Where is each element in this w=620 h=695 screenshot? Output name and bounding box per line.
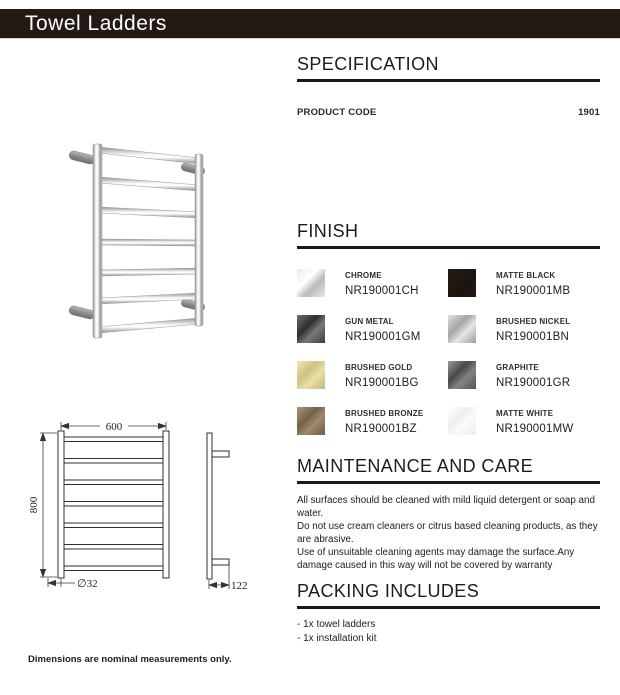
spec-column: [297, 53, 600, 653]
specification-section: [297, 53, 600, 82]
maintenance-paragraph: Use of unsuitable cleaning agents may damage the surface.Any damage caused in this way will not be covered by warranty: [297, 547, 575, 571]
finish-code: NR190001MB: [496, 285, 571, 297]
page-title: Towel Ladders: [25, 12, 167, 35]
dim-diameter-label: ∅32: [77, 578, 98, 590]
finish-name: MATTE BLACK: [496, 271, 556, 280]
dim-height-label: 800: [28, 496, 40, 514]
finish-rule: [297, 246, 600, 249]
finish-option-matte-white: [448, 407, 600, 435]
finish-code: NR190001MW: [496, 423, 574, 435]
packing-section: [297, 580, 600, 645]
dim-width-label: 600: [105, 421, 123, 433]
maintenance-text: [297, 494, 600, 572]
dimension-drawing: [28, 413, 260, 608]
finish-code: NR190001GM: [345, 331, 421, 343]
specification-heading: SPECIFICATION: [297, 54, 439, 74]
finish-option-brushed-nickel: [448, 315, 600, 343]
finish-swatch-brushed-gold: [297, 361, 325, 389]
dim-depth-label: 122: [231, 580, 248, 592]
finish-swatch-grid: [297, 269, 600, 435]
maintenance-paragraph: Do not use cream cleaners or citrus based cleaning products, as they are abrasive.: [297, 521, 598, 545]
packing-list-item: - 1x installation kit: [297, 632, 377, 644]
finish-code: NR190001GR: [496, 377, 571, 389]
dimension-drawing-side: [207, 433, 229, 579]
finish-name: GUN METAL: [345, 317, 394, 326]
dimension-lines-front: [40, 422, 166, 587]
finish-code: NR190001BZ: [345, 423, 417, 435]
finish-swatch-chrome: [297, 269, 325, 297]
finish-option-brushed-bronze: [297, 407, 448, 435]
maintenance-rule: [297, 481, 600, 484]
specification-rule: [297, 79, 600, 82]
product-code-label: PRODUCT CODE: [297, 107, 377, 118]
maintenance-heading: MAINTENANCE AND CARE: [297, 456, 534, 476]
finish-code: NR190001CH: [345, 285, 419, 297]
dimensions-footnote: Dimensions are nominal measurements only.: [28, 654, 232, 665]
finish-section: [297, 220, 600, 249]
packing-rule: [297, 606, 600, 609]
finish-heading: FINISH: [297, 221, 359, 241]
finish-swatch-brushed-bronze: [297, 407, 325, 435]
finish-swatch-brushed-nickel: [448, 315, 476, 343]
finish-name: BRUSHED BRONZE: [345, 409, 424, 418]
product-code-value: 1901: [578, 107, 600, 118]
finish-option-graphite: [448, 361, 600, 389]
packing-list-item: - 1x towel ladders: [297, 619, 376, 630]
maintenance-paragraph: All surfaces should be cleaned with mild liquid detergent or soap and water.: [297, 495, 595, 519]
finish-code: NR190001BG: [345, 377, 419, 389]
finish-option-brushed-gold: [297, 361, 448, 389]
finish-swatch-graphite: [448, 361, 476, 389]
finish-option-chrome: [297, 269, 448, 297]
finish-name: MATTE WHITE: [496, 409, 554, 418]
maintenance-section: [297, 455, 600, 572]
finish-swatch-matte-black: [448, 269, 476, 297]
finish-swatch-matte-white: [448, 407, 476, 435]
product-photo-ladder: [53, 122, 253, 357]
packing-list: [297, 618, 600, 645]
finish-name: BRUSHED GOLD: [345, 363, 413, 372]
finish-code: NR190001BN: [496, 331, 569, 343]
product-code-row: [297, 107, 600, 118]
finish-option-gun-metal: [297, 315, 448, 343]
finish-name: CHROME: [345, 271, 382, 280]
finish-name: GRAPHITE: [496, 363, 539, 372]
page-title-banner: [0, 9, 620, 38]
packing-heading: PACKING INCLUDES: [297, 581, 480, 601]
finish-name: BRUSHED NICKEL: [496, 317, 571, 326]
finish-option-matte-black: [448, 269, 600, 297]
dimension-drawing-front: [58, 431, 169, 578]
finish-swatch-gun-metal: [297, 315, 325, 343]
